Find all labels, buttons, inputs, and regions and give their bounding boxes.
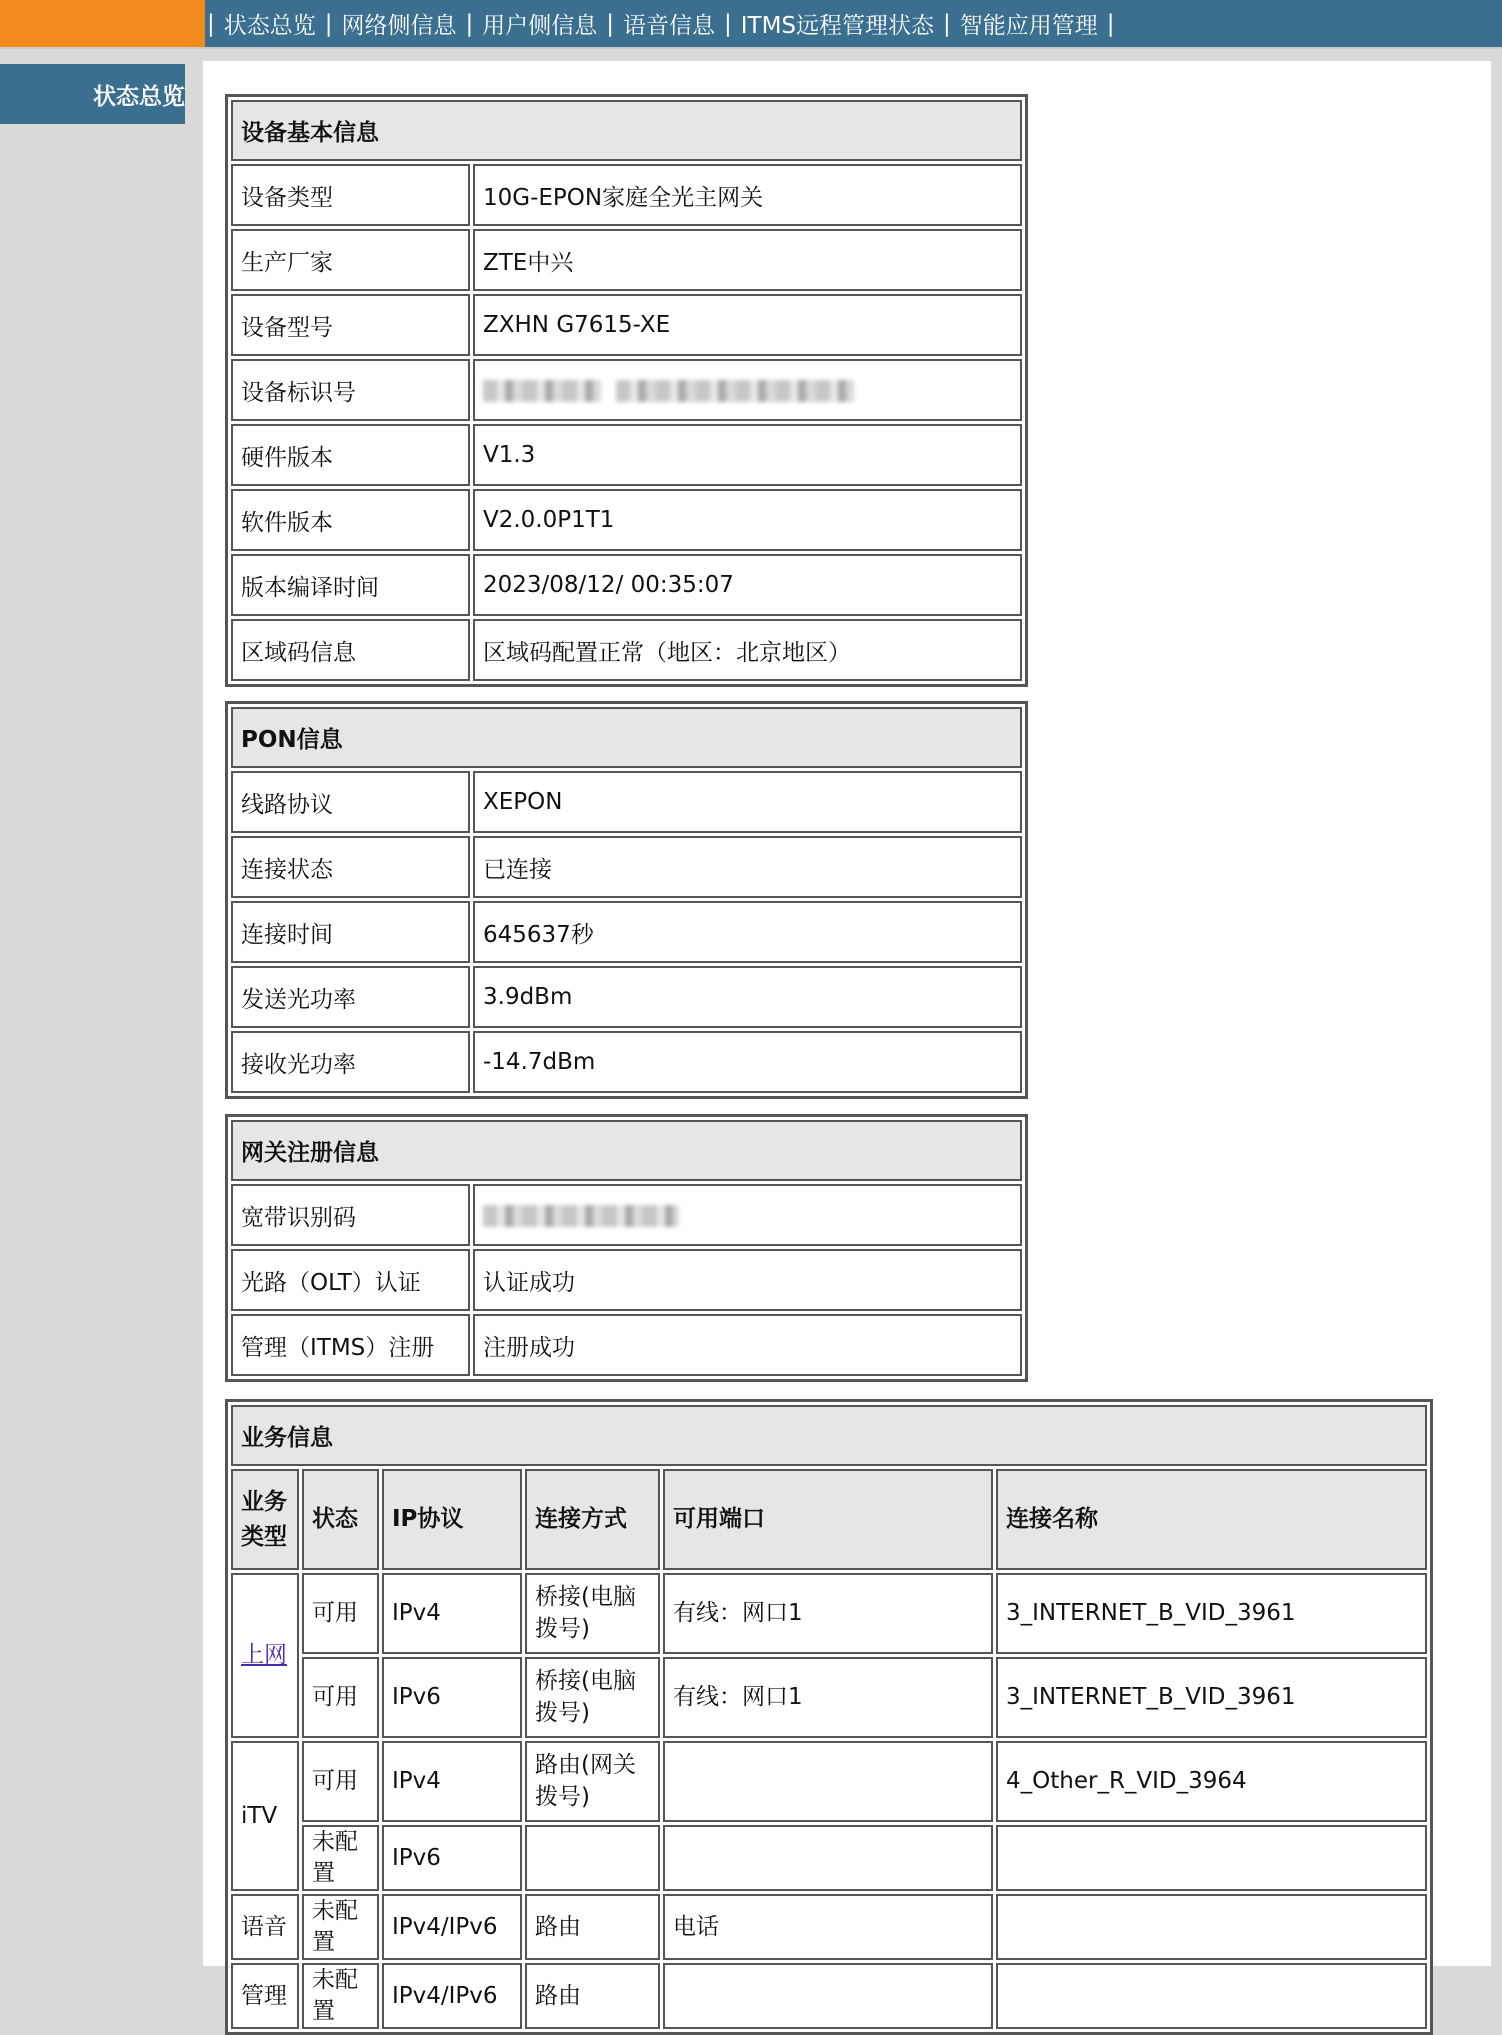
table-row (231, 294, 1022, 356)
connection-mode-line1: 路由(网关 (535, 1752, 636, 1779)
broadband-id-label: 宽带识别码 (231, 1184, 470, 1246)
connection-mode-line1: 桥接(电脑 (535, 1584, 636, 1611)
olt-auth-label: 光路（OLT）认证 (231, 1249, 470, 1311)
internet-service-link[interactable]: 上网 (241, 1641, 287, 1668)
service-type-internet (231, 1573, 299, 1738)
table-row (231, 1314, 1022, 1376)
gateway-registration-title: 网关注册信息 (231, 1120, 1022, 1181)
redacted-value (483, 380, 601, 402)
main-content (203, 61, 1491, 2025)
itms-registration-value: 注册成功 (473, 1314, 1022, 1376)
connection-mode-cell (525, 1573, 660, 1654)
connection-mode-line2: 拨号) (535, 1783, 590, 1810)
broadband-id-value (473, 1184, 1022, 1246)
top-navigation-bar (0, 0, 1502, 49)
connection-status-value: 已连接 (473, 836, 1022, 898)
col-header-ip-protocol: IP协议 (382, 1469, 522, 1570)
available-port-cell: 有线：网口1 (663, 1657, 993, 1738)
hardware-version-value: V1.3 (473, 424, 1022, 486)
table-row (231, 771, 1022, 833)
nav-separator: | (1106, 10, 1115, 37)
rx-power-label: 接收光功率 (231, 1031, 470, 1093)
software-version-label: 软件版本 (231, 489, 470, 551)
table-row (231, 424, 1022, 486)
region-code-value: 区域码配置正常（地区：北京地区） (473, 619, 1022, 681)
sidebar-item-status-overview[interactable] (0, 64, 185, 124)
table-row (231, 1031, 1022, 1093)
connection-mode-cell: 路由 (525, 1894, 660, 1960)
status-cell: 未配置 (302, 1894, 379, 1960)
table-row (231, 164, 1022, 226)
connection-name-cell: 3_INTERNET_B_VID_3961 (996, 1573, 1427, 1654)
table-row (231, 836, 1022, 898)
tab-itms-status[interactable]: ITMS远程管理状态 (740, 13, 935, 39)
device-info-title: 设备基本信息 (231, 100, 1022, 161)
tx-power-label: 发送光功率 (231, 966, 470, 1028)
connection-mode-cell (525, 1657, 660, 1738)
device-id-value (473, 359, 1022, 421)
col-header-service-type-line1: 业务 (241, 1489, 287, 1515)
redacted-value (483, 1205, 679, 1227)
nav-separator: | (606, 10, 614, 37)
region-code-label: 区域码信息 (231, 619, 470, 681)
line-protocol-label: 线路协议 (231, 771, 470, 833)
connection-status-label: 连接状态 (231, 836, 470, 898)
available-port-cell (663, 1741, 993, 1822)
col-header-status: 状态 (302, 1469, 379, 1570)
ip-protocol-cell: IPv6 (382, 1657, 522, 1738)
connection-name-cell: 3_INTERNET_B_VID_3961 (996, 1657, 1427, 1738)
nav-separator: | (465, 10, 474, 37)
pon-info-title: PON信息 (231, 707, 1022, 768)
status-cell: 可用 (302, 1573, 379, 1654)
status-cell: 未配置 (302, 1825, 379, 1891)
table-row (231, 554, 1022, 616)
nav-separator: | (943, 10, 951, 37)
available-port-cell (663, 1825, 993, 1891)
col-header-available-port: 可用端口 (663, 1469, 993, 1570)
top-nav (205, 0, 1124, 47)
sidebar (0, 49, 203, 1966)
device-model-label: 设备型号 (231, 294, 470, 356)
ip-protocol-cell: IPv4 (382, 1741, 522, 1822)
nav-separator: | (324, 10, 333, 37)
status-cell: 可用 (302, 1657, 379, 1738)
tab-network-side-info[interactable]: 网络侧信息 (341, 13, 457, 39)
connection-mode-cell (525, 1741, 660, 1822)
device-type-value: 10G-EPON家庭全光主网关 (473, 164, 1022, 226)
device-id-label: 设备标识号 (231, 359, 470, 421)
col-header-connection-mode: 连接方式 (525, 1469, 660, 1570)
ip-protocol-cell: IPv4 (382, 1573, 522, 1654)
table-row (231, 229, 1022, 291)
connection-mode-cell: 路由 (525, 1963, 660, 2029)
redacted-value (616, 380, 854, 402)
service-info-title: 业务信息 (231, 1405, 1427, 1466)
tab-voice-info[interactable]: 语音信息 (623, 13, 715, 39)
tx-power-value: 3.9dBm (473, 966, 1022, 1028)
connection-mode-cell (525, 1825, 660, 1891)
brand-logo-block (0, 0, 205, 47)
table-row (231, 1963, 1427, 2029)
service-type-management: 管理 (231, 1963, 299, 2029)
connection-mode-line1: 桥接(电脑 (535, 1668, 636, 1695)
table-row (231, 1249, 1022, 1311)
available-port-cell: 有线：网口1 (663, 1573, 993, 1654)
connection-time-value: 645637秒 (473, 901, 1022, 963)
software-version-value: V2.0.0P1T1 (473, 489, 1022, 551)
table-row (231, 1184, 1022, 1246)
gateway-registration-table (225, 1114, 1028, 1382)
connection-name-cell (996, 1825, 1427, 1891)
nav-separator: | (207, 10, 215, 37)
table-row (231, 901, 1022, 963)
build-time-value: 2023/08/12/ 00:35:07 (473, 554, 1022, 616)
build-time-label: 版本编译时间 (231, 554, 470, 616)
table-row (231, 966, 1022, 1028)
device-type-label: 设备类型 (231, 164, 470, 226)
device-info-table (225, 94, 1028, 687)
table-row (231, 619, 1022, 681)
pon-info-table (225, 701, 1028, 1099)
connection-name-cell (996, 1894, 1427, 1960)
line-protocol-value: XEPON (473, 771, 1022, 833)
tab-user-side-info[interactable]: 用户侧信息 (482, 13, 598, 39)
col-header-service-type (231, 1469, 299, 1570)
sidebar-item-label: 状态总览 (93, 83, 185, 110)
table-row (231, 1657, 1427, 1738)
table-row (231, 1741, 1427, 1822)
connection-time-label: 连接时间 (231, 901, 470, 963)
col-header-service-type-line2: 类型 (241, 1523, 287, 1550)
rx-power-value: -14.7dBm (473, 1031, 1022, 1093)
ip-protocol-cell: IPv6 (382, 1825, 522, 1891)
table-row (231, 1825, 1427, 1891)
table-row (231, 1573, 1427, 1654)
service-info-table (225, 1399, 1433, 2035)
status-cell: 未配置 (302, 1963, 379, 2029)
device-model-value: ZXHN G7615-XE (473, 294, 1022, 356)
table-row (231, 359, 1022, 421)
table-row (231, 1894, 1427, 1960)
manufacturer-label: 生产厂家 (231, 229, 470, 291)
service-type-itv: iTV (231, 1741, 299, 1891)
hardware-version-label: 硬件版本 (231, 424, 470, 486)
ip-protocol-cell: IPv4/IPv6 (382, 1894, 522, 1960)
manufacturer-value: ZTE中兴 (473, 229, 1022, 291)
connection-name-cell (996, 1963, 1427, 2029)
service-type-voice: 语音 (231, 1894, 299, 1960)
tab-smart-app-management[interactable]: 智能应用管理 (959, 13, 1098, 39)
col-header-connection-name: 连接名称 (996, 1469, 1427, 1570)
available-port-cell (663, 1963, 993, 2029)
olt-auth-value: 认证成功 (473, 1249, 1022, 1311)
status-cell: 可用 (302, 1741, 379, 1822)
available-port-cell: 电话 (663, 1894, 993, 1960)
table-row (231, 489, 1022, 551)
ip-protocol-cell: IPv4/IPv6 (382, 1963, 522, 2029)
connection-mode-line2: 拨号) (535, 1699, 590, 1726)
tab-status-overview[interactable]: 状态总览 (223, 13, 316, 39)
connection-mode-line2: 拨号) (535, 1615, 590, 1642)
connection-name-cell: 4_Other_R_VID_3964 (996, 1741, 1427, 1822)
itms-registration-label: 管理（ITMS）注册 (231, 1314, 470, 1376)
table-header-row (231, 1469, 1427, 1570)
nav-separator: | (724, 10, 732, 37)
